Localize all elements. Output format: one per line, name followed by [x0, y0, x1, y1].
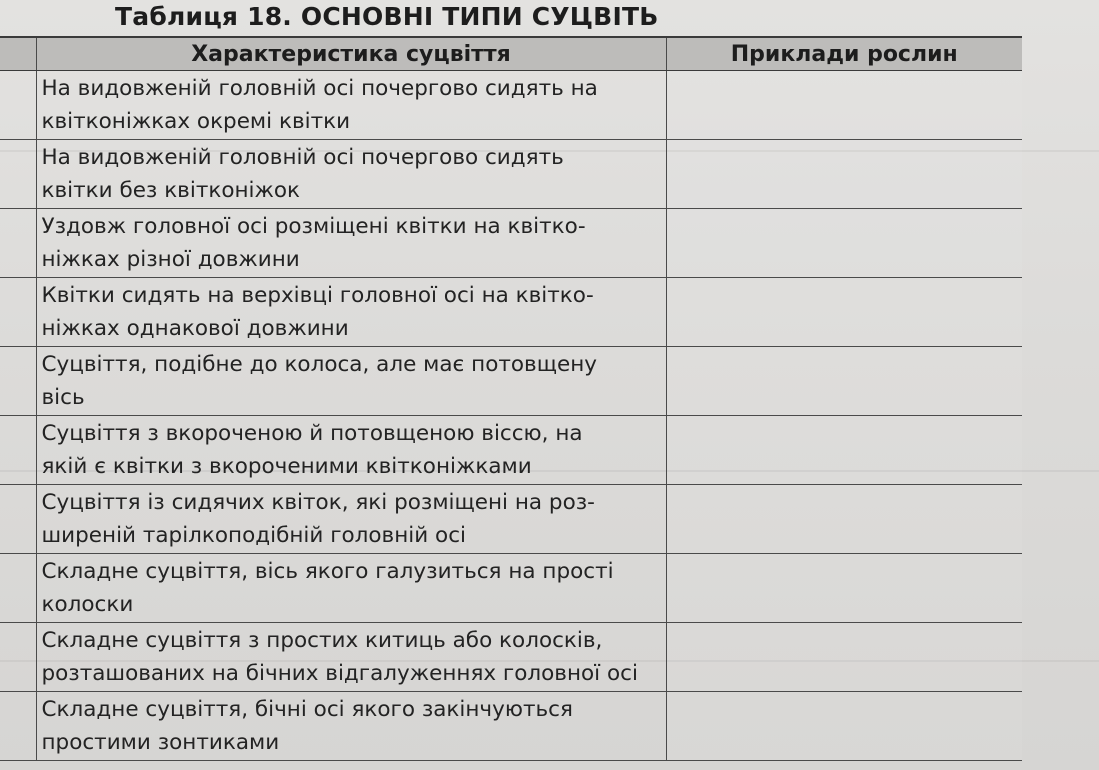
characteristic-line: Складне суцвіття, вісь якого галузиться на прості: [41, 559, 614, 584]
table-row: [0, 485, 1022, 554]
inflorescence-types-table: [0, 36, 1022, 761]
row-number-cell: [0, 140, 36, 209]
table-row: [0, 416, 1022, 485]
examples-cell[interactable]: [666, 209, 1022, 278]
examples-cell[interactable]: [666, 692, 1022, 761]
row-number-cell: [0, 416, 36, 485]
characteristic-cell: [36, 347, 666, 416]
characteristic-cell: [36, 554, 666, 623]
characteristic-cell: [36, 209, 666, 278]
examples-cell[interactable]: [666, 485, 1022, 554]
examples-cell[interactable]: [666, 140, 1022, 209]
characteristic-line: Складне суцвіття, бічні осі якого закінчуються: [41, 697, 573, 722]
characteristic-line: вісь: [41, 385, 85, 410]
row-number-cell: [0, 623, 36, 692]
characteristic-cell: [36, 623, 666, 692]
characteristic-cell: [36, 692, 666, 761]
characteristic-line: ширеній тарілкоподібній головній осі: [41, 523, 467, 548]
characteristic-line: якій є квітки з вкороченими квітконіжками: [41, 454, 532, 479]
examples-cell[interactable]: [666, 416, 1022, 485]
table-row: [0, 71, 1022, 140]
characteristic-line: квітки без квітконіжок: [41, 178, 301, 203]
characteristic-cell: [36, 140, 666, 209]
row-number-cell: [0, 485, 36, 554]
examples-cell[interactable]: [666, 554, 1022, 623]
table-row: [0, 140, 1022, 209]
characteristic-line: квітконіжках окремі квітки: [41, 109, 351, 134]
characteristic-cell: [36, 485, 666, 554]
row-number-cell: [0, 692, 36, 761]
characteristic-line: Уздовж головної осі розміщені квітки на квітко-: [41, 214, 586, 239]
characteristic-line: ніжках різної довжини: [41, 247, 300, 272]
characteristic-cell: [36, 278, 666, 347]
characteristic-line: Квітки сидять на верхівці головної осі на квітко-: [41, 283, 594, 308]
row-number-cell: [0, 347, 36, 416]
row-number-cell: [0, 71, 36, 140]
header-characteristic: Характеристика суцвіття: [36, 37, 666, 71]
examples-cell[interactable]: [666, 278, 1022, 347]
characteristic-line: розташованих на бічних відгалуженнях головної осі: [41, 661, 638, 686]
characteristic-line: ніжках однакової довжини: [41, 316, 349, 341]
characteristic-line: На видовженій головній осі почергово сидять: [41, 145, 564, 170]
header-examples: Приклади рослин: [666, 37, 1022, 71]
examples-cell[interactable]: [666, 623, 1022, 692]
table-row: [0, 347, 1022, 416]
characteristic-cell: [36, 71, 666, 140]
row-number-cell: [0, 278, 36, 347]
table-row: [0, 209, 1022, 278]
table-title: Таблиця 18. ОСНОВНІ ТИПИ СУЦВІТЬ: [115, 2, 659, 31]
table-header-row: [0, 37, 1022, 71]
characteristic-line: Суцвіття з вкороченою й потовщеною віссю, на: [41, 421, 583, 446]
examples-cell[interactable]: [666, 71, 1022, 140]
characteristic-line: Суцвіття із сидячих квіток, які розміщені на роз-: [41, 490, 595, 515]
table-row: [0, 554, 1022, 623]
characteristic-line: простими зонтиками: [41, 730, 280, 755]
row-number-cell: [0, 209, 36, 278]
table-row: [0, 692, 1022, 761]
characteristic-line: Суцвіття, подібне до колоса, але має потовщену: [41, 352, 597, 377]
header-number-cell: [0, 37, 36, 71]
characteristic-cell: [36, 416, 666, 485]
row-number-cell: [0, 554, 36, 623]
characteristic-line: колоски: [41, 592, 134, 617]
table-row: [0, 623, 1022, 692]
characteristic-line: На видовженій головній осі почергово сидять на: [41, 76, 598, 101]
table-row: [0, 278, 1022, 347]
examples-cell[interactable]: [666, 347, 1022, 416]
characteristic-line: Складне суцвіття з простих китиць або колосків,: [41, 628, 603, 653]
